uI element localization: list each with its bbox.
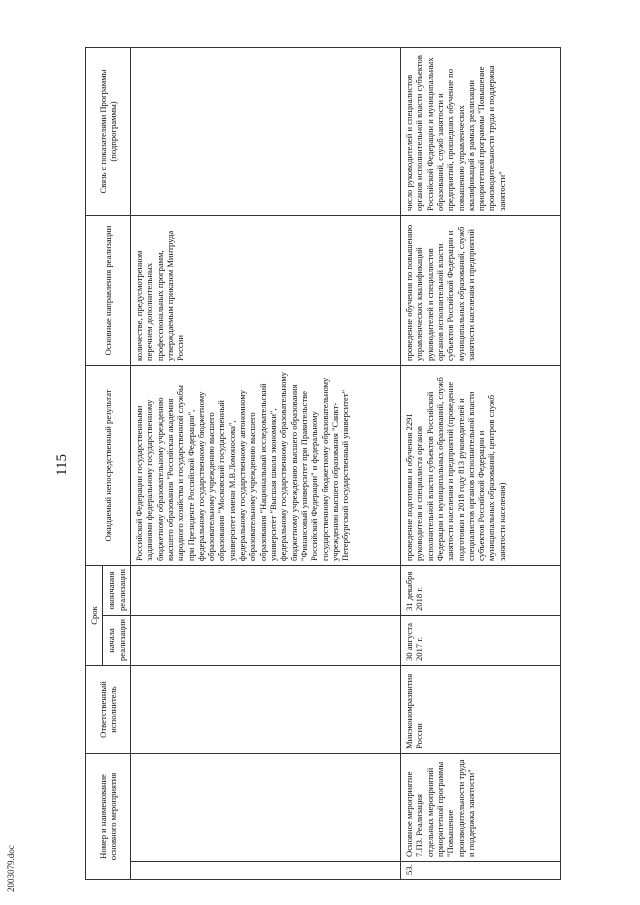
row-responsible bbox=[130, 666, 400, 754]
row-measure: Основное мероприятие 7.П3. Реализация отдельных мероприятий приоритетной программы "Повышение производительности труда и поддержка занятости" bbox=[400, 754, 560, 862]
document-id: 2003079.doc bbox=[6, 845, 16, 892]
table-row bbox=[400, 47, 560, 879]
row-responsible: Минэкономразвития России bbox=[400, 666, 560, 754]
row-start bbox=[130, 616, 400, 666]
row-number: 53. bbox=[400, 862, 560, 880]
row-end: 31 декабря 2018 г. bbox=[400, 565, 560, 615]
header-directions: Основные направления реализации bbox=[86, 215, 131, 365]
page-number: 115 bbox=[54, 454, 70, 476]
row-link: число руководителей и специалистов органов исполнительной власти субъектов Российской Федерации и муниципальных образований, служб занятости и предприятий, прошедших обучение по повышению управленческих квалификаций в рамках реализации приоритетной программы "Повышение производительности труда и поддержка занятости" bbox=[400, 47, 560, 215]
header-end: окончания реализации bbox=[103, 565, 131, 615]
row-link bbox=[130, 47, 400, 215]
header-result: Ожидаемый непосредственный результат bbox=[86, 365, 131, 565]
row-number bbox=[130, 862, 400, 880]
measures-table bbox=[85, 47, 561, 880]
rotated-page bbox=[40, 40, 600, 890]
table-row bbox=[130, 47, 400, 879]
row-start: 30 августа 2017 г. bbox=[400, 616, 560, 666]
row-end bbox=[130, 565, 400, 615]
row-result: Российской Федерации государственными заданиями федеральному государственному бюджетному образовательному учреждению высшего образования "Российская академия народного хозяйства и государственной службы при Президенте Российской Федерации", федеральному государственному бюджетному образовательному учреждению высшего образования "Московский государственный университет имени М.В.Ломоносова", федеральному государственному автономному образовательному учреждению высшего образования "Национальный исследовательский университет "Высшая школа экономики", федеральному государственному образовательному бюджетному учреждению высшего образования "Финансовый университет при Правительстве Российской Федерации" и федеральному государственному бюджетному образовательному учреждению высшего образования "Санкт-Петербургский государственный университет" bbox=[130, 365, 400, 565]
row-result: проведение подготовки и обучения 2291 руководителя и специалиста органов исполнительной власти субъектов Российской Федерации и муниципальных образований, служб занятости населения и предприятий (проведение подготовки в 2018 году 813 руководителей и специалистов органов исполнительной власти субъектов Российской Федерации и муниципальных образований, центров служб занятости населения) bbox=[400, 365, 560, 565]
header-link: Связь с показателями Программы (подпрограммы) bbox=[86, 47, 131, 215]
row-directions: количестве, предусмотренном перечнем дополнительных профессиональных программ, утверждаемым приказом Минтруда России bbox=[130, 215, 400, 365]
row-directions: проведение обучения по повышению управленческих квалификаций руководителей и специалистов органов исполнительной власти субъектов Российской Федерации и муниципальных образований, служб занятости населения и предприятий bbox=[400, 215, 560, 365]
header-term: Срок bbox=[86, 565, 103, 665]
header-responsible: Ответственный исполнитель bbox=[86, 666, 131, 754]
header-start: начала реализации bbox=[103, 616, 131, 666]
row-measure bbox=[130, 754, 400, 862]
header-measure: Номер и наименование основного мероприятия bbox=[86, 754, 131, 880]
